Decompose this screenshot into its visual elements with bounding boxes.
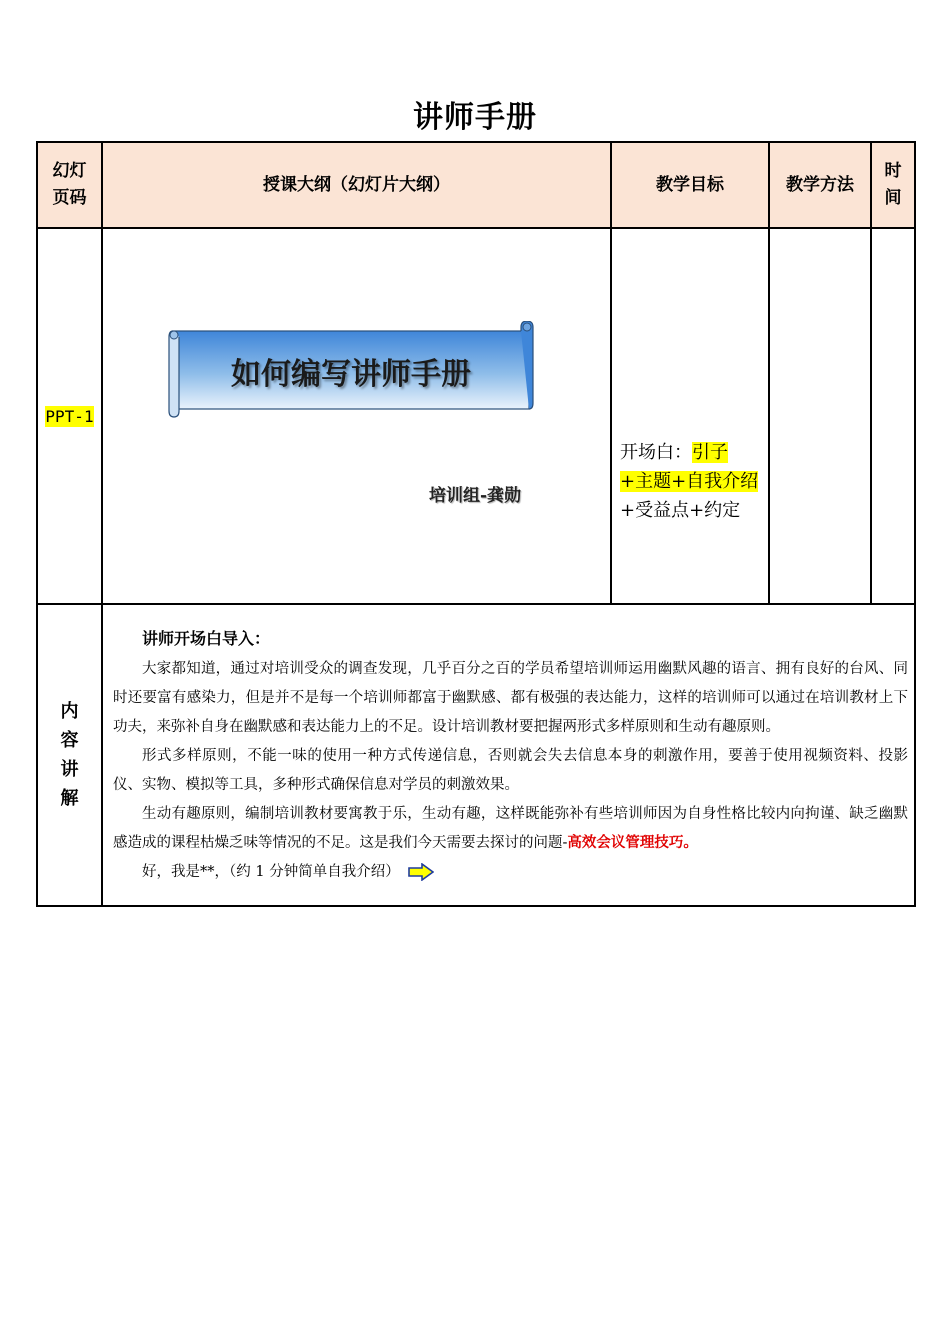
content-paragraph-4	[113, 858, 908, 887]
content-label-cell	[37, 604, 102, 906]
header-outline-label: 授课大纲（幻灯片大纲）	[263, 174, 450, 195]
goal-suffix: +受益点+约定	[620, 499, 741, 521]
handbook-table	[36, 141, 916, 907]
table-row	[37, 228, 915, 604]
document-title: 讲师手册	[413, 100, 537, 135]
topic-emphasis: 高效会议管理技巧。	[567, 834, 698, 851]
slide-preview	[103, 229, 610, 603]
header-method	[769, 142, 871, 228]
content-label: 内容讲解	[60, 701, 79, 809]
goal-highlight: 引子+主题+自我介绍	[620, 441, 759, 492]
header-method-label: 教学方法	[786, 174, 854, 195]
header-time	[871, 142, 915, 228]
header-page-label: 幻灯页码	[52, 161, 87, 208]
header-time-label: 时间	[884, 161, 902, 208]
content-paragraph-1: 大家都知道，通过对培训受众的调查发现，几乎百分之百的学员希望培训师运用幽默风趣的语言、拥有良好的台风、同时还要富有感染力，但是并不是每一个培训师都富于幽默感、都有极强的表达能力，这样的培训师可以通过在培训教材上下功夫，来弥补自身在幽默感和表达能力上的不足。设计培训教材要把握两形式多样原则和生动有趣原则。	[113, 660, 908, 735]
content-paragraph-3	[113, 800, 908, 858]
page-cell	[37, 228, 102, 604]
content-paragraph-4-text: 好，我是**，（约 1 分钟简单自我介绍）	[142, 863, 400, 880]
goal-cell	[611, 228, 769, 604]
slide-title: 如何编写讲师手册	[231, 357, 471, 392]
slide-page-number: PPT-1	[45, 406, 94, 426]
header-page	[37, 142, 102, 228]
right-arrow-icon	[408, 863, 434, 881]
header-row	[37, 142, 915, 228]
header-outline	[102, 142, 611, 228]
content-body	[102, 604, 915, 906]
method-cell	[769, 228, 871, 604]
header-goal	[611, 142, 769, 228]
header-goal-label: 教学目标	[656, 174, 724, 195]
content-paragraph-2: 形式多样原则，不能一味的使用一种方式传递信息，否则就会失去信息本身的刺激作用，要善于使用视频资料、投影仪、实物、模拟等工具，多种形式确保信息对学员的刺激效果。	[113, 747, 908, 793]
content-paragraph-3-text: 生动有趣原则，编制培训教材要寓教于乐，生动有趣，这样既能弥补有些培训师因为自身性格比较内向拘谨、缺乏幽默感造成的课程枯燥乏味等情况的不足。这是我们今天需要去探讨的问题-	[113, 805, 908, 851]
content-heading: 讲师开场白导入：	[142, 628, 271, 648]
content-row	[37, 604, 915, 906]
goal-prefix: 开场白：	[620, 441, 692, 463]
slide-preview-cell	[102, 228, 611, 604]
time-cell	[871, 228, 915, 604]
goal-text	[612, 308, 768, 525]
slide-author: 培训组-龚勋	[429, 486, 522, 506]
